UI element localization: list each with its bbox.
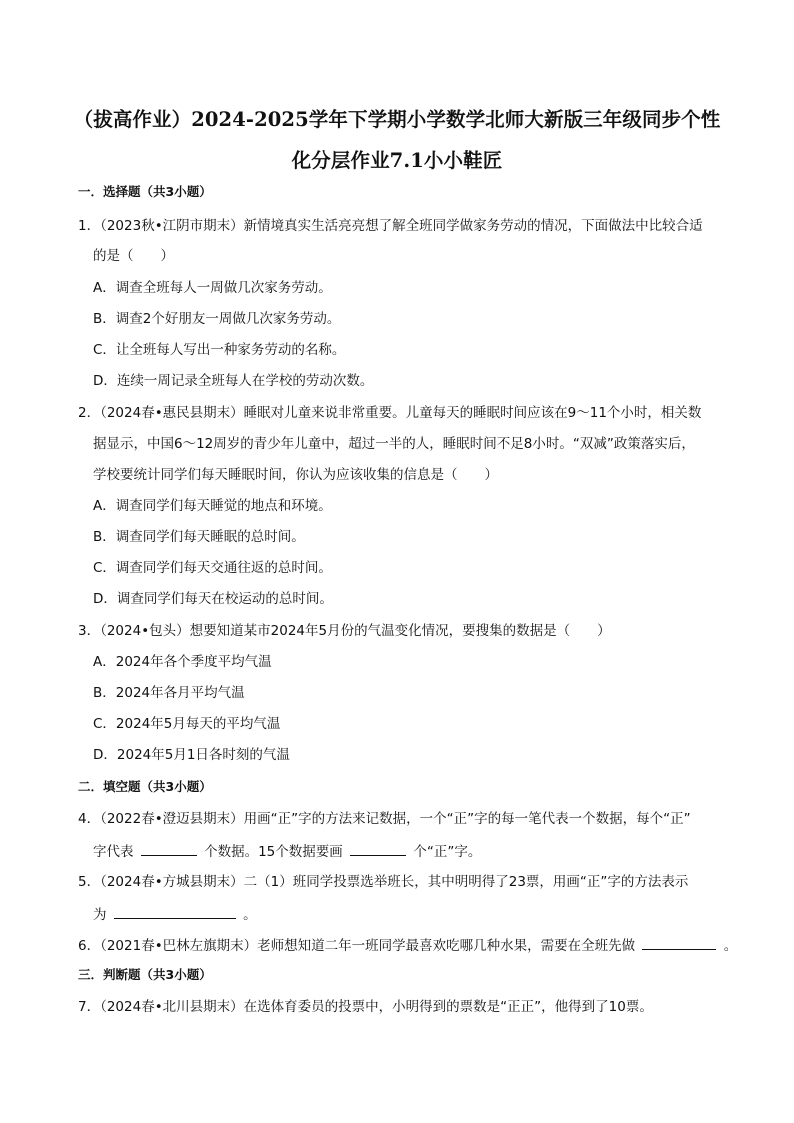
question-3-line-1: 3．（2024•包头）想要知道某市2024年5月份的气温变化情况，要搜集的数据是（ ）	[78, 623, 611, 639]
answer-blank[interactable]	[642, 935, 716, 950]
question-1-line-2: 的是（ ）	[93, 248, 174, 264]
document-title-line-1: （拔高作业）2024-2025学年下学期小学数学北师大新版三年级同步个性	[73, 108, 721, 131]
question-4-text-c: 个“正”字。	[413, 844, 482, 860]
question-1-line-1: 1．（2023秋•江阴市期末）新情境真实生活亮亮想了解全班同学做家务劳动的情况，下面做法中比较合适	[78, 218, 703, 234]
question-3-option-a: A．2024年各个季度平均气温	[93, 654, 272, 670]
question-2-option-d: D．调查同学们每天在校运动的总时间。	[93, 591, 333, 607]
question-3-option-b: B．2024年各月平均气温	[93, 685, 245, 701]
question-3-option-c: C．2024年5月每天的平均气温	[93, 716, 281, 732]
question-7-line-1: 7．（2024春•北川县期末）在选体育委员的投票中，小明得到的票数是“正正”，他得到了10票。	[78, 999, 653, 1015]
question-4-text-a: 字代表	[93, 844, 134, 860]
question-5-text-a: 为	[93, 907, 107, 923]
question-1-option-c: C．让全班每人写出一种家务劳动的名称。	[93, 342, 346, 358]
question-2-line-2: 据显示，中国6～12周岁的青少年儿童中，超过一半的人，睡眠时间不足8小时。“双减”政策落实后，	[93, 436, 695, 452]
document-title-line-2: 化分层作业7.1小小鞋匠	[291, 149, 503, 172]
question-1-option-a: A．调查全班每人一周做几次家务劳动。	[93, 280, 332, 296]
question-2-line-3: 学校要统计同学们每天睡眠时间，你认为应该收集的信息是（ ）	[93, 467, 498, 483]
question-6-line-1	[78, 935, 737, 955]
question-5-line-2	[93, 904, 257, 924]
section-heading-judge: 三．判断题（共3小题）	[78, 967, 212, 982]
question-4-line-2	[93, 841, 481, 861]
question-2-option-c: C．调查同学们每天交通往返的总时间。	[93, 560, 332, 576]
answer-blank[interactable]	[141, 841, 197, 856]
question-6-text-a: 6．（2021春•巴林左旗期末）老师想知道二年一班同学最喜欢吃哪几种水果，需要在全班先做	[78, 938, 636, 954]
question-2-option-a: A．调查同学们每天睡觉的地点和环境。	[93, 498, 332, 514]
section-heading-choice: 一．选择题（共3小题）	[78, 184, 212, 199]
question-6-text-b: 。	[723, 938, 738, 954]
answer-blank[interactable]	[114, 904, 236, 919]
question-3-option-d: D．2024年5月1日各时刻的气温	[93, 747, 290, 763]
section-heading-fill-blank: 二．填空题（共3小题）	[78, 779, 212, 794]
question-2-line-1: 2．（2024春•惠民县期末）睡眠对儿童来说非常重要。儿童每天的睡眠时间应该在9～11个小时，相关数	[78, 405, 702, 421]
answer-blank[interactable]	[350, 841, 406, 856]
question-2-option-b: B．调查同学们每天睡眠的总时间。	[93, 529, 305, 545]
question-4-text-b: 个数据。15个数据要画	[204, 844, 343, 860]
question-4-line-1: 4．（2022春•澄迈县期末）用画“正”字的方法来记数据，一个“正”字的每一笔代表一个数据，每个“正”	[78, 811, 691, 827]
question-1-option-d: D．连续一周记录全班每人在学校的劳动次数。	[93, 373, 374, 389]
question-1-option-b: B．调查2个好朋友一周做几次家务劳动。	[93, 311, 341, 327]
question-5-text-b: 。	[243, 907, 257, 923]
question-5-line-1: 5．（2024春•方城县期末）二（1）班同学投票选举班长，其中明明得了23票，用画“正”字的方法表示	[78, 874, 689, 890]
